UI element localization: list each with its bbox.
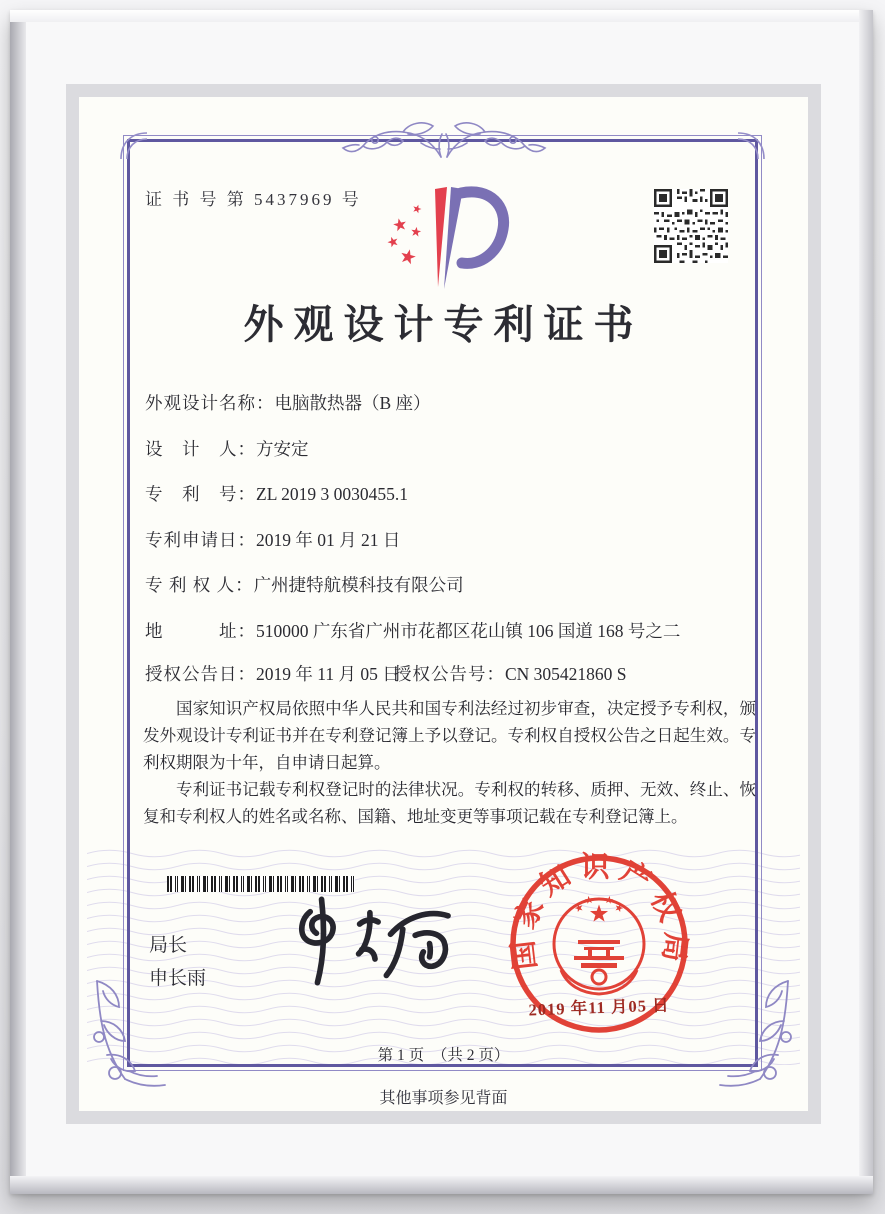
corner-flourish-bottom-left	[83, 973, 178, 1091]
field-label: 专 利 权 人：	[145, 575, 254, 595]
grant-date-label: 授权公告日：	[145, 664, 256, 684]
paragraph-grant-statement: 国家知识产权局依照中华人民共和国专利法经过初步审查，决定授予专利权，颁发外观设计专利证书并在专利登记簿上予以登记。专利权自授权公告之日起生效。专利权期限为十年，自申请日起算。	[143, 699, 756, 772]
grant-date-value: 2019 年 11 月 05 日	[256, 664, 400, 684]
field-value: 广州捷特航模科技有限公司	[253, 575, 464, 595]
page-number: 第 1 页 （共 2 页）	[377, 1047, 510, 1064]
frame-mat	[66, 84, 821, 1124]
certificate-title: 外观设计专利证书	[243, 302, 644, 347]
field-value: 电脑散热器（B 座）	[274, 393, 431, 413]
seal-date: 2019 年11 月05 日	[528, 995, 670, 1020]
field-value: 方安定	[256, 439, 309, 459]
top-border-dragon-ornament	[339, 109, 549, 169]
field-designer	[145, 436, 752, 461]
cnipa-logo-icon	[381, 179, 516, 297]
frame-bevel-right	[859, 10, 873, 1194]
frame-bevel-left	[10, 10, 26, 1194]
grant-number-value: CN 305421860 S	[505, 664, 627, 684]
signature-icon	[269, 887, 479, 995]
back-note: 其他事项参见背面	[379, 1090, 508, 1107]
qr-code-icon	[654, 187, 728, 265]
corner-flourish-top-right	[734, 129, 768, 163]
frame-bevel-bottom	[10, 1176, 873, 1194]
field-value: ZL 2019 3 0030455.1	[256, 484, 408, 504]
field-label: 外观设计名称：	[145, 393, 275, 413]
field-grant-row	[145, 661, 752, 686]
field-label: 专 利 号：	[145, 484, 256, 504]
paragraph-register-statement: 专利证书记载专利权登记时的法律状况。专利权的转移、质押、无效、终止、恢复和专利权人的姓名或名称、国籍、地址变更等事项记载在专利登记簿上。	[143, 780, 756, 826]
field-value: 510000 广东省广州市花都区花山镇 106 国道 168 号之二	[256, 621, 681, 641]
field-filing-date	[145, 527, 752, 552]
grant-number-label: 授权公告号：	[394, 664, 505, 684]
corner-flourish-bottom-right	[707, 973, 802, 1091]
field-patent-number	[145, 481, 752, 506]
officer-name: 申长雨	[149, 968, 207, 989]
field-label: 地 址：	[145, 621, 256, 641]
national-emblem-icon	[554, 895, 644, 994]
official-seal-icon	[499, 844, 699, 1044]
certificate-number: 证 书 号 第 5437969 号	[145, 190, 362, 209]
field-label: 设 计 人：	[145, 439, 256, 459]
field-value: 2019 年 01 月 21 日	[256, 530, 401, 550]
seal-text: 国家知识产权局	[506, 851, 692, 972]
body-text	[143, 695, 756, 830]
field-label: 专利申请日：	[145, 530, 256, 550]
certificate-page	[79, 97, 808, 1111]
frame-bevel-top	[10, 10, 873, 22]
corner-flourish-top-left	[117, 129, 151, 163]
field-address	[145, 618, 752, 643]
field-design-name	[145, 390, 752, 415]
field-patentee	[145, 572, 752, 597]
officer-title: 局长	[149, 935, 188, 956]
